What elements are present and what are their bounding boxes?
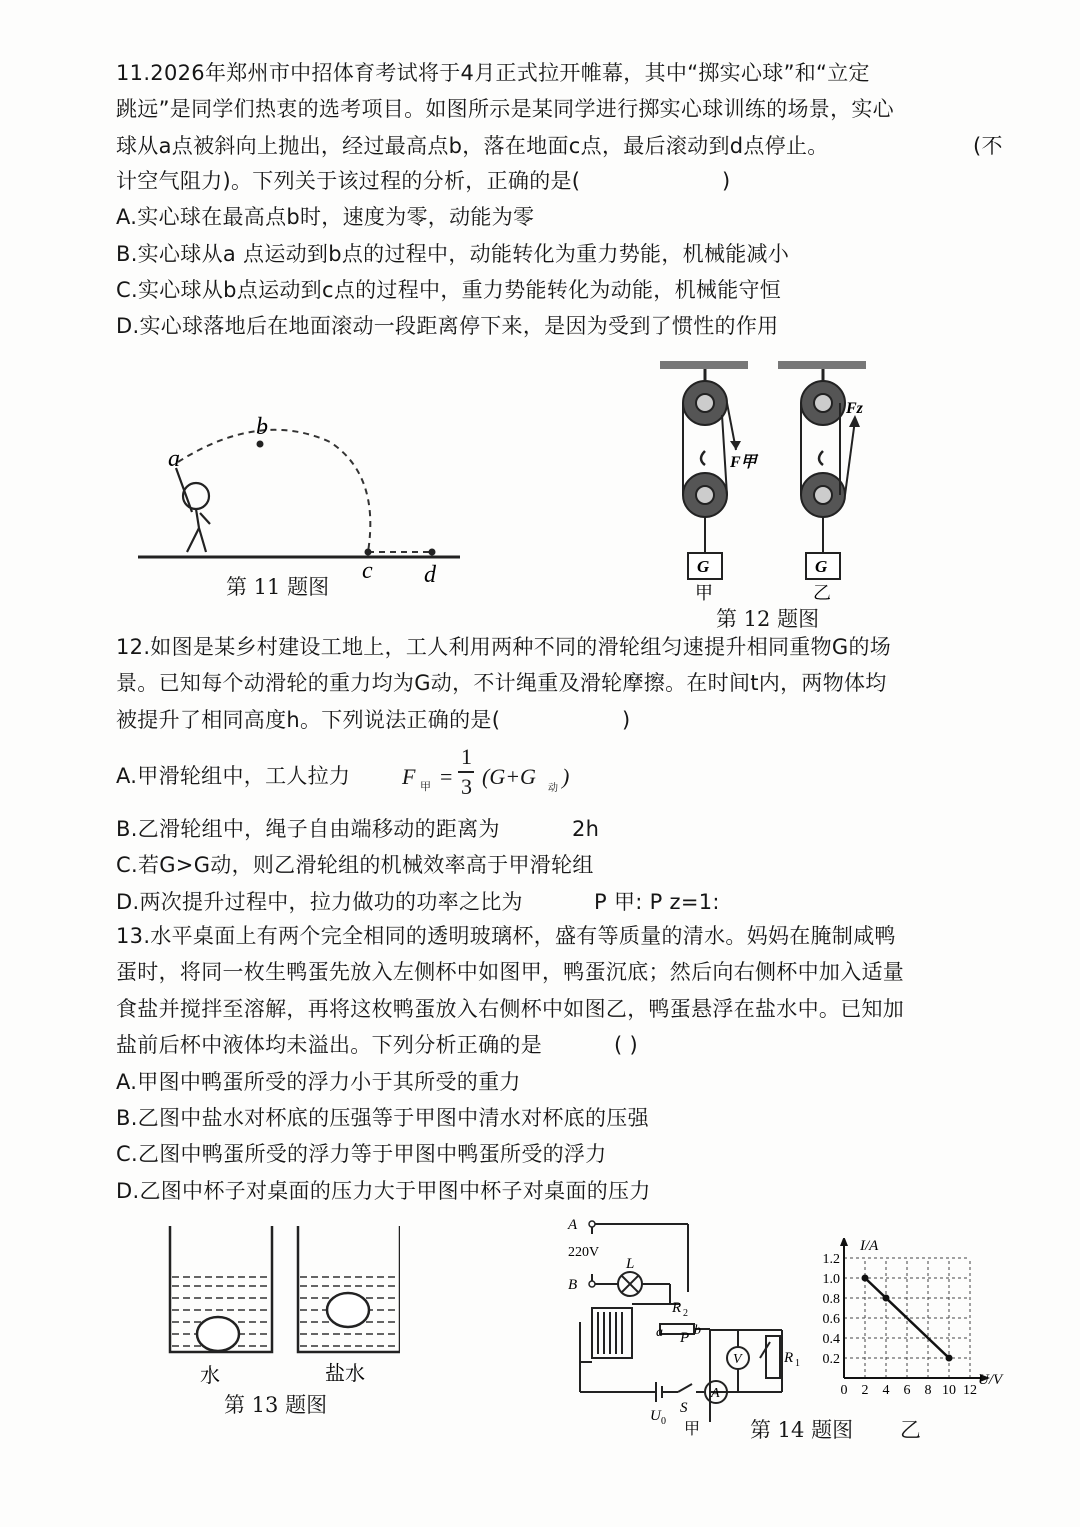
q12-option-a: A.甲滑轮组中，工人拉力	[116, 764, 351, 788]
q11-paren-close: )	[722, 169, 731, 193]
y-tick-label: 0.8	[822, 1292, 840, 1307]
q13-line-2: 蛋时，将同一枚生鸭蛋先放入左侧杯中如图甲，鸭蛋沉底；然后向右侧杯中加入适量	[116, 960, 905, 984]
weight-right: G	[815, 557, 828, 576]
figure-14-caption: 第 14 题图	[750, 1418, 854, 1442]
q13-option-d: D.乙图中杯子对桌面的压力大于甲图中杯子对桌面的压力	[116, 1179, 651, 1203]
force-right-label: Fz	[846, 400, 863, 417]
r2-sub: 2	[683, 1308, 688, 1319]
terminal-a: A	[568, 1217, 578, 1233]
label-a: a	[168, 446, 180, 472]
u0-sub: 0	[661, 1416, 666, 1427]
q12-paren-close: )	[622, 708, 631, 732]
q11-line-1: 11.2026年郑州市中招体育考试将于4月正式拉开帷幕，其中“掷实心球”和“立定	[116, 61, 870, 85]
q13-option-a: A.甲图中鸭蛋所受的浮力小于其所受的重力	[116, 1070, 521, 1094]
q12-option-b-value: 2h	[572, 817, 600, 841]
x-tick-label: 0	[840, 1383, 848, 1398]
y-tick-label: 1.0	[822, 1272, 840, 1287]
q13-line-1: 13.水平桌面上有两个完全相同的透明玻璃杯，盛有等质量的清水。妈妈在腌制咸鸭	[116, 924, 896, 948]
chart-ticks	[823, 1252, 978, 1398]
switch-label: S	[680, 1400, 688, 1416]
u0-label: U	[650, 1408, 661, 1424]
y-axis-arrow	[840, 1238, 848, 1246]
chart-axes	[840, 1238, 990, 1382]
fig14-left-label: 甲	[684, 1421, 701, 1437]
chart-ylabel: I/A	[860, 1238, 879, 1254]
ammeter-label: A	[711, 1386, 720, 1401]
y-tick-label: 0.4	[822, 1332, 840, 1347]
fig14-right-label: 乙	[900, 1418, 921, 1442]
q13-line-4: 盐前后杯中液体均未溢出。下列分析正确的是	[116, 1033, 542, 1057]
x-tick-label: 4	[882, 1383, 890, 1398]
figure-11-caption: 第 11 题图	[226, 575, 330, 599]
q13-option-b: B.乙图中盐水对杯底的压强等于甲图中清水对杯底的压强	[116, 1106, 649, 1130]
data-point	[862, 1275, 869, 1282]
x-tick-label: 6	[903, 1383, 911, 1398]
formula-eq: =	[440, 764, 453, 789]
label-b: b	[256, 414, 268, 440]
label-c: c	[362, 558, 373, 584]
figure-14-chart	[800, 1238, 1015, 1418]
formula-close: )	[562, 764, 570, 789]
q11-aside-open: (不	[973, 134, 1003, 158]
formula-rhs: (G+G	[482, 764, 536, 789]
x-tick-label: 12	[963, 1383, 977, 1398]
r1-sub: 1	[795, 1358, 800, 1369]
x-tick-label: 8	[924, 1383, 932, 1398]
figure-13-caption: 第 13 题图	[224, 1393, 328, 1417]
egg-left	[197, 1317, 239, 1351]
terminal-b: B	[568, 1277, 578, 1293]
data-point	[946, 1355, 953, 1362]
point-a: a	[656, 1325, 663, 1340]
weight-left: G	[697, 557, 710, 576]
fig13-right-label: 盐水	[325, 1363, 365, 1385]
q12-option-d: D.两次提升过程中，拉力做功的功率之比为	[116, 890, 523, 914]
label-d: d	[424, 562, 436, 588]
figure-14-circuit	[560, 1212, 810, 1437]
force-left-label: F甲	[730, 454, 757, 471]
fig12-right-label: 乙	[813, 583, 831, 603]
q12-option-b: B.乙滑轮组中，绳子自由端移动的距离为	[116, 817, 500, 841]
voltage-label: 220V	[568, 1245, 600, 1260]
slider-p: P	[680, 1330, 690, 1346]
y-tick-label: 0.2	[822, 1352, 840, 1367]
formula-num: 1	[461, 744, 472, 769]
q11-line-3: 球从a点被斜向上抛出，经过最高点b，落在地面c点，最后滚动到d点停止。	[116, 134, 829, 158]
figure-12	[650, 355, 890, 605]
q12-line-2: 景。已知每个动滑轮的重力均为G动，不计绳重及滑轮摩擦。在时间t内，两物体均	[116, 671, 887, 695]
y-tick-label: 0.6	[822, 1312, 840, 1327]
q11-line-4: 计空气阻力)。下列关于该过程的分析，正确的是(	[116, 169, 581, 193]
q11-line-2: 跳远”是同学们热衷的选考项目。如图所示是某同学进行掷实心球训练的场景，实心	[116, 97, 894, 121]
fig12-left-label: 甲	[695, 583, 713, 603]
x-tick-label: 2	[861, 1383, 869, 1398]
y-tick-label: 1.2	[822, 1252, 840, 1267]
x-tick-label: 10	[942, 1383, 956, 1398]
r2-label: R	[672, 1300, 682, 1316]
egg-right	[327, 1293, 369, 1327]
q11-option-d: D.实心球落地后在地面滚动一段距离停下来，是因为受到了惯性的作用	[116, 314, 779, 338]
q11-option-c: C.实心球从b点运动到c点的过程中，重力势能转化为动能，机械能守恒	[116, 278, 782, 302]
point-b: b	[694, 1323, 701, 1338]
data-point	[883, 1295, 890, 1302]
q11-option-b: B.实心球从a 点运动到b点的过程中，动能转化为重力势能，机械能减小	[116, 242, 790, 266]
figure-13	[160, 1222, 400, 1392]
formula-rhs-sub: 动	[548, 783, 558, 794]
chart-xlabel: U/V	[978, 1372, 1003, 1388]
q12-option-c: C.若G>G动，则乙滑轮组的机械效率高于甲滑轮组	[116, 853, 594, 877]
formula-lhs: F	[402, 764, 416, 789]
formula-den: 3	[461, 774, 472, 799]
formula-lhs-sub: 甲	[420, 781, 431, 793]
q13-paren: ( )	[614, 1033, 638, 1057]
q12-option-d-value: P 甲: P z=1:	[594, 890, 720, 914]
q12-line-3: 被提升了相同高度h。下列说法正确的是(	[116, 708, 501, 732]
voltmeter-label: V	[733, 1352, 742, 1367]
q12-line-1: 12.如图是某乡村建设工地上，工人利用两种不同的滑轮组匀速提升相同重物G的场	[116, 635, 892, 659]
fig13-left-label: 水	[200, 1365, 220, 1387]
r1-label: R	[784, 1350, 794, 1366]
figure-12-caption: 第 12 题图	[716, 607, 820, 631]
q13-line-3: 食盐并搅拌至溶解，再将这枚鸭蛋放入右侧杯中如图乙，鸭蛋悬浮在盐水中。已知加	[116, 997, 905, 1021]
q11-option-a: A.实心球在最高点b时，速度为零，动能为零	[116, 205, 535, 229]
lamp-label: L	[626, 1256, 635, 1272]
q13-option-c: C.乙图中鸭蛋所受的浮力等于甲图中鸭蛋所受的浮力	[116, 1142, 607, 1166]
formula-bar	[458, 771, 474, 773]
